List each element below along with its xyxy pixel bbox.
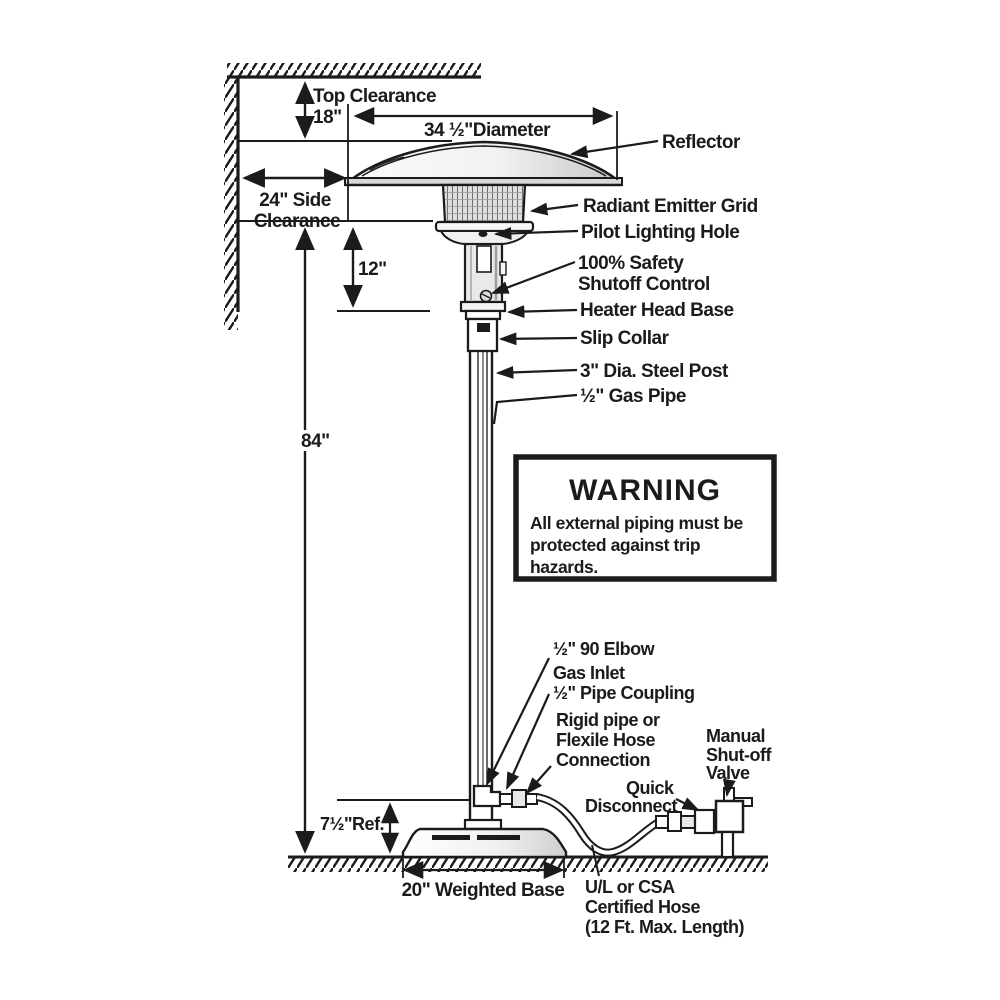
safety-control-line2: Shutoff Control — [578, 274, 710, 295]
warning-body-line1: All external piping must be — [530, 513, 743, 533]
heater-head-base-label: Heater Head Base — [580, 300, 734, 321]
slip-collar-label: Slip Collar — [580, 328, 669, 349]
warning-body-line2: protected against trip — [530, 535, 701, 555]
side-clearance-line2: Clearance — [253, 211, 341, 232]
warning-box — [516, 457, 774, 579]
gas-inlet-label: Gas Inlet — [553, 663, 625, 683]
pilot-hole — [479, 231, 488, 237]
base-ref-label: 7½"Ref. — [320, 814, 385, 834]
total-height-label: 84" — [301, 431, 330, 452]
certified-hose-line3: (12 Ft. Max. Length) — [585, 917, 745, 937]
pipe-coupling-fittings — [500, 790, 537, 807]
leader-gas-pipe — [494, 395, 577, 424]
drum-flange — [436, 222, 533, 231]
certified-hose-line2: Certified Hose — [585, 897, 701, 917]
leader-quick-disconnect — [676, 799, 698, 810]
steel-post-label: 3" Dia. Steel Post — [580, 361, 728, 382]
reflector-label: Reflector — [662, 132, 740, 153]
manual-shutoff-valve — [716, 788, 752, 857]
heater-head-base-part — [461, 302, 505, 319]
warning-body-line3: hazards. — [530, 557, 598, 577]
ceiling-hatch — [227, 63, 481, 77]
ceiling — [227, 63, 481, 77]
leader-steel-post — [498, 370, 577, 373]
connection-line1: Rigid pipe or — [556, 710, 660, 730]
top-clearance-label: Top Clearance — [313, 86, 437, 107]
diameter-label: 34 ½"Diameter — [423, 120, 551, 141]
elbow-fitting — [474, 786, 500, 806]
connection-line2: Flexile Hose — [556, 730, 656, 750]
supply-pipe — [722, 832, 733, 857]
base-width-label: 20" Weighted Base — [401, 880, 565, 901]
housing-tab — [500, 262, 506, 275]
valve-body — [716, 801, 743, 832]
wall — [224, 77, 238, 330]
safety-control-line1: 100% Safety — [578, 253, 684, 274]
valve-label-line2: Shut-off — [706, 745, 771, 765]
leader-radiant-emitter — [532, 205, 578, 211]
weighted-base — [403, 820, 566, 857]
top-clearance-value: 18" — [313, 107, 342, 128]
side-clearance-line1: 24" Side — [259, 190, 331, 211]
base-slot — [432, 835, 470, 840]
reflector-dome — [345, 142, 622, 185]
base-collar — [465, 820, 501, 829]
wall-hatch — [224, 77, 238, 330]
pilot-lighting-hole-label: Pilot Lighting Hole — [581, 222, 740, 243]
leader-connection — [527, 766, 551, 793]
housing-slot — [477, 246, 491, 272]
quick-disconnect-line2: Disconnect — [585, 796, 678, 816]
certified-hose-line1: U/L or CSA — [585, 877, 675, 897]
warning-title: WARNING — [569, 474, 721, 507]
connection-line3: Connection — [556, 750, 650, 770]
steel-post — [470, 350, 492, 822]
quick-disconnect-line1: Quick — [626, 778, 674, 798]
leader-slip-collar — [501, 338, 577, 339]
elbow-label: ½" 90 Elbow — [553, 639, 655, 659]
leader-reflector — [572, 141, 658, 154]
emitter-drum — [436, 185, 533, 244]
control-housing — [465, 244, 506, 302]
valve-label-line1: Manual — [706, 726, 766, 746]
gas-pipe-label: ½" Gas Pipe — [580, 386, 686, 407]
slip-collar-part — [468, 319, 497, 351]
pipe-coupling-label: ½" Pipe Coupling — [553, 683, 695, 703]
valve-label-line3: Valve — [706, 763, 750, 783]
radiant-emitter-grid-label: Radiant Emitter Grid — [583, 196, 758, 217]
leader-head-base — [509, 310, 577, 312]
head-height-label: 12" — [358, 259, 387, 280]
base-slot — [477, 835, 520, 840]
